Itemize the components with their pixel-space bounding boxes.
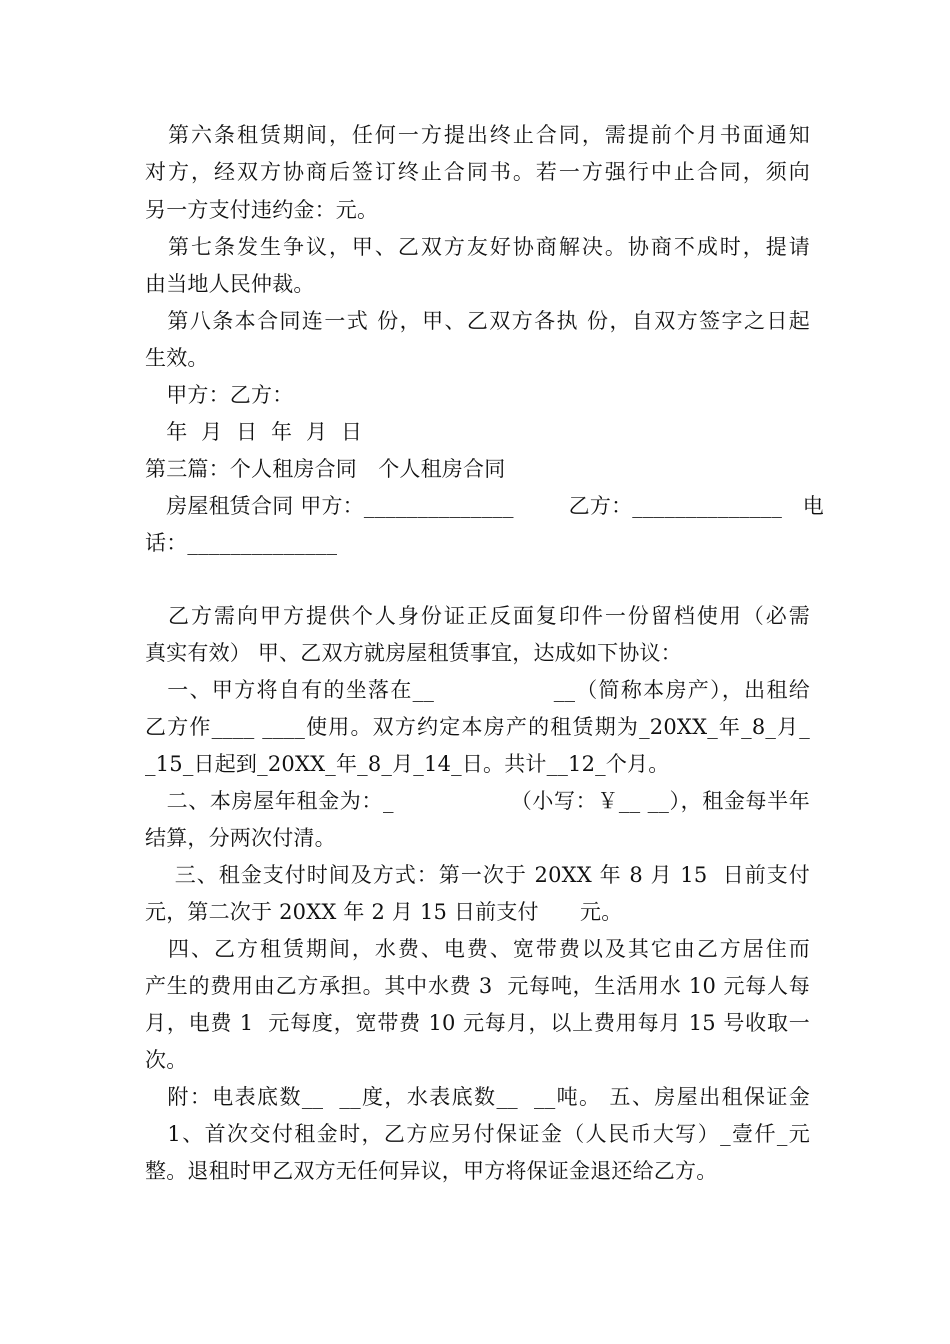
text-line: 由当地人民仲裁。 [145,272,315,296]
text-line: _15_日起到_20XX_年_8_月_14_日。共计__12_个月。 [145,752,670,776]
text-line: 第八条本合同连一式 份，甲、乙双方各执 份，自双方签字之日起 [145,309,810,333]
text-line: 乙方需向甲方提供个人身份证正反面复印件一份留档使用（必需 [145,604,810,628]
section-heading: 第三篇：个人租房合同 个人租房合同 [145,457,506,481]
text-line: 四、乙方租赁期间，水费、电费、宽带费以及其它由乙方居住而 [145,937,810,961]
text-line: 次。 [145,1048,188,1072]
text-line: 另一方支付违约金：元。 [145,198,379,222]
text-line: 甲方：乙方： [145,383,294,407]
text-line: 结算，分两次付清。 [145,826,336,850]
text-line: 二、本房屋年租金为：_ （小写：￥__ __），租金每半年 [145,789,810,813]
text-line: 三、租金支付时间及方式：第一次于 20XX 年 8 月 15 日前支付 [145,863,810,887]
text-line: 生效。 [145,346,209,370]
text-line: 月，电费 1 元每度，宽带费 10 元每月，以上费用每月 15 号收取一 [145,1011,810,1035]
text-line: 1、首次交付租金时，乙方应另付保证金（人民币大写）_壹仟_元 [145,1122,810,1146]
text-line: 附：电表底数__ __度，水表底数__ __吨。 五、房屋出租保证金 [145,1085,810,1109]
text-line: 对方，经双方协商后签订终止合同书。若一方强行中止合同，须向 [145,160,810,184]
text-line: 一、甲方将自有的坐落在__ __（简称本房产），出租给 [145,678,810,702]
text-line: 第六条租赁期间，任何一方提出终止合同，需提前个月书面通知 [145,123,810,147]
text-line: 产生的费用由乙方承担。其中水费 3 元每吨，生活用水 10 元每人每 [145,974,810,998]
text-line: 第七条发生争议，甲、乙双方友好协商解决。协商不成时，提请 [145,235,810,259]
text-line: 话：______________ [145,531,338,555]
text-line: 年 月 日 年 月 日 [145,420,363,444]
text-line: 真实有效） 甲、乙双方就房屋租赁事宜，达成如下协议： [145,641,682,665]
text-line: 乙方作____ ____使用。双方约定本房产的租赁期为_20XX_年_8_月_ [145,715,810,739]
text-line: 房屋租赁合同 甲方：______________ 乙方：______________ 电 [145,494,824,518]
text-line: 整。退租时甲乙双方无任何异议，甲方将保证金退还给乙方。 [145,1159,718,1183]
text-line: 元，第二次于 20XX 年 2 月 15 日前支付 元。 [145,900,623,924]
